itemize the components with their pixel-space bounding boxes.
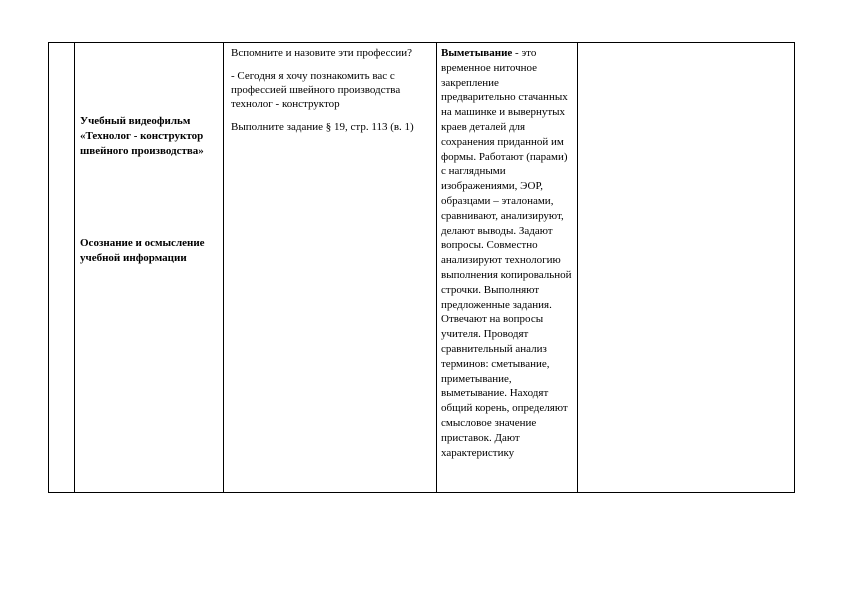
stage-heading-video: Учебный видеофильм «Технолог - конструктор швейного производства» [80, 115, 204, 157]
stage-heading-comprehension: Осознание и осмысление учебной информации [80, 237, 205, 264]
term-label: Выметывание [441, 47, 513, 59]
student-activity-text [441, 46, 574, 460]
teacher-activity-cell [224, 43, 437, 492]
results-cell [578, 43, 795, 492]
lesson-table [48, 42, 795, 493]
teacher-question: Вспомните и назовите эти профессии? [231, 47, 413, 59]
term-definition: - это временное ниточное закрепление предварительно стачанных на машинке и вывернутых краев деталей для сохранения приданной им формы. Работают (парами) с наглядными изображениями, ЭОР, образцами – эталонами, сравнивают, анализируют, делают выводы. Задают вопросы. Совместно анализируют технологию выполнения копировальной строчки. Выполняют предложенные задания. Отвечают на вопросы учителя. Проводят сравнительный анализ терминов: сметывание, приметывание, выметывание. Находят общий корень, определяют смысловое значение приставок. Дают характеристику [441, 47, 572, 459]
stage-cell [75, 43, 224, 492]
student-activity-cell [437, 43, 578, 492]
teacher-task: Выполните задание § 19, стр. 113 (в. 1) [231, 121, 414, 133]
teacher-intro: - Сегодня я хочу познакомить вас с профессией швейного производства технолог - конструктор [231, 70, 401, 110]
